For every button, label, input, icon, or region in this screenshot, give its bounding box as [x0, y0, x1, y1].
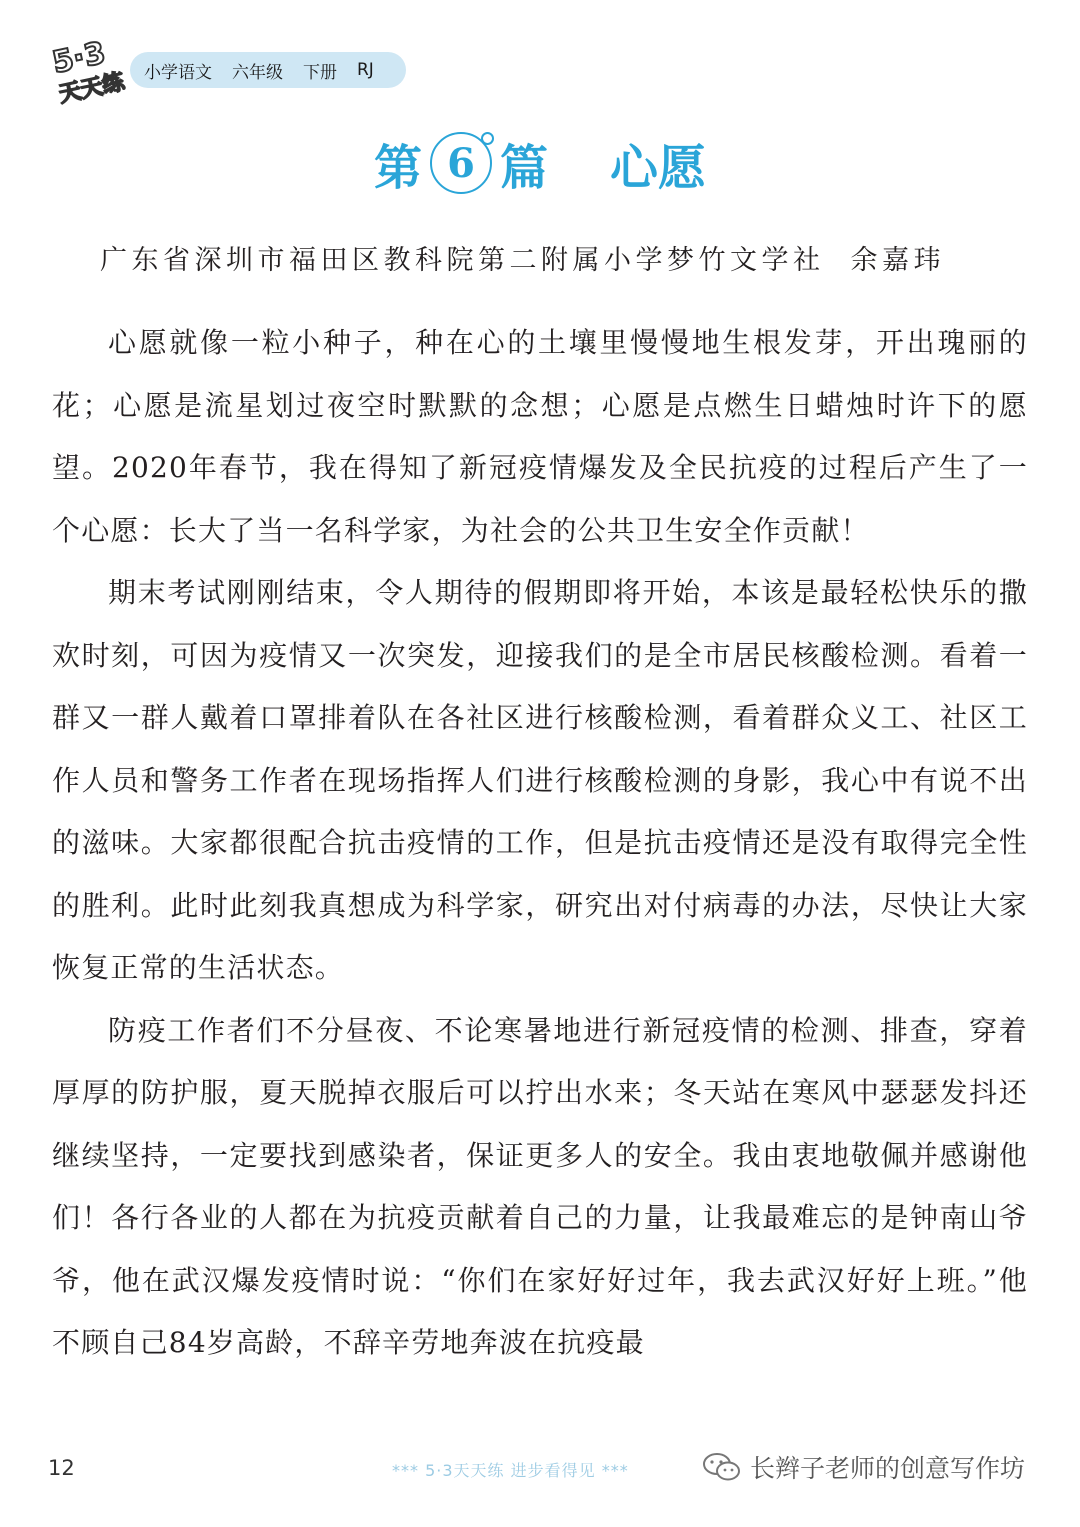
author-name: 余嘉玮 [850, 245, 945, 276]
wechat-icon [702, 1451, 742, 1483]
svg-text:天天练: 天天练 [56, 69, 127, 106]
title-prefix: 第 [373, 139, 422, 196]
subject-label: 小学语文 [144, 62, 212, 83]
paragraph: 心愿就像一粒小种子，种在心的土壤里慢慢地生根发芽，开出瑰丽的花；心愿是流星划过夜空时默默的念想；心愿是点燃生日蜡烛时许下的愿望。2020年春节，我在得知了新冠疫情爆发及全民抗疫的过程后产生了一个心愿：长大了当一名科学家，为社会的公共卫生安全作贡献！ [52, 326, 1028, 547]
author-line [100, 238, 1000, 277]
logo-graphic [48, 36, 128, 106]
author-school: 广东省深圳市福田区教科院第二附属小学梦竹文学社 [100, 245, 825, 276]
article-body [52, 312, 1028, 1375]
watermark [702, 1449, 1025, 1485]
title-number: 6 [430, 132, 492, 194]
title-name: 心愿 [610, 139, 707, 196]
paragraph: 防疫工作者们不分昼夜、不论寒暑地进行新冠疫情的检测、排查，穿着厚厚的防护服，夏天脱掉衣服后可以拧出水来；冬天站在寒风中瑟瑟发抖还继续坚持，一定要找到感染者，保证更多人的安全。我由衷地敬佩并感谢他们！各行各业的人都在为抗疫贡献着自己的力量，让我最难忘的是钟南山爷爷，他在武汉爆发疫情时说：“你们在家好好过年，我去武汉好好上班。”他不顾自己84岁高龄，不辞辛劳地奔波在抗疫最 [52, 1013, 1028, 1359]
paragraph: 期末考试刚刚结束，令人期待的假期即将开始，本该是最轻松快乐的撒欢时刻，可因为疫情又一次突发，迎接我们的是全市居民核酸检测。看着一群又一群人戴着口罩排着队在各社区进行核酸检测，看着群众义工、社区工作人员和警务工作者在现场指挥人们进行核酸检测的身影，我心中有说不出的滋味。大家都很配合抗击疫情的工作，但是抗击疫情还是没有取得完全性的胜利。此时此刻我真想成为科学家，研究出对付病毒的办法，尽快让大家恢复正常的生活状态。 [52, 576, 1028, 984]
logo [48, 36, 128, 106]
header-tag [130, 52, 406, 88]
watermark-text: 长辫子老师的创意写作坊 [750, 1454, 1026, 1483]
page-title [0, 128, 1080, 198]
volume-label: 下册 [303, 62, 337, 83]
grade-label: 六年级 [232, 62, 283, 83]
svg-text:5·3: 5·3 [49, 36, 109, 81]
title-suffix: 篇 [499, 139, 548, 196]
page-number: 12 [48, 1456, 75, 1480]
footer-slogan: *** 5·3天天练 进步看得见 *** [392, 1461, 629, 1480]
edition-label: RJ [357, 60, 374, 80]
